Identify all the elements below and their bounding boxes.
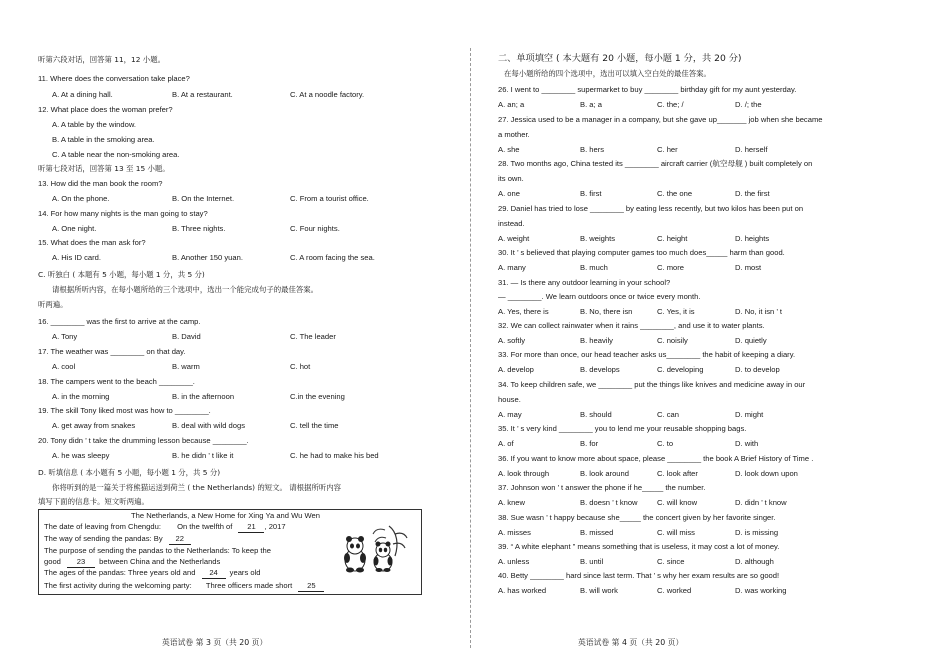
answer-option[interactable]: B. David — [172, 332, 201, 341]
answer-option[interactable]: A. look through — [498, 469, 550, 478]
question-line: 17. The weather was ________ on that day. — [38, 347, 186, 356]
instruction-line[interactable]: D. 听填信息 ( 本小题有 5 小题，每小题 1 分，共 5 分) — [38, 468, 221, 477]
answer-option[interactable]: C. her — [657, 145, 678, 154]
answer-option[interactable]: D. with — [735, 439, 759, 448]
answer-option[interactable]: B. warm — [172, 362, 200, 371]
question-line: 26. I went to ________ supermarket to buy ________ birthday gift for my aunt yesterday. — [498, 85, 797, 94]
answer-option[interactable]: A. in the morning — [52, 392, 110, 401]
answer-option[interactable]: C. hot — [290, 362, 311, 371]
answer-option[interactable]: D. although — [735, 557, 774, 566]
answer-option[interactable]: C. From a tourist office. — [290, 194, 369, 203]
answer-option[interactable]: C. A table near the non-smoking area. — [52, 150, 180, 159]
question-line: 31. — Is there any outdoor learning in your school? — [498, 278, 671, 287]
question-line: 13. How did the man book the room? — [38, 179, 163, 188]
question-line: 32. We can collect rainwater when it rains ________, and use it to water plants. — [498, 321, 765, 330]
answer-option[interactable]: C. Four nights. — [290, 224, 340, 233]
answer-option[interactable]: D. most — [735, 263, 762, 272]
answer-option[interactable]: D. the first — [735, 189, 770, 198]
question-line: a mother. — [498, 130, 530, 139]
question-line: 36. If you want to know more about space, please ________ the book A Brief History of Time . — [498, 454, 814, 463]
instruction-line: 请根据所听内容，在每小题所给的三个选项中，选出一个能完成句子的最佳答案。 — [52, 285, 319, 294]
answer-option[interactable]: A. of — [498, 439, 514, 448]
answer-option[interactable]: A. Yes, there is — [498, 307, 549, 316]
question-line: 28. Two months ago, China tested its ________ aircraft carrier (航空母舰 ) built completely on — [498, 159, 813, 168]
question-line: — ________. We learn outdoors once or twice every month. — [498, 292, 701, 301]
answer-option[interactable]: C.in the evening — [290, 392, 345, 401]
blank-24[interactable]: 24 — [202, 568, 226, 579]
answer-option[interactable]: A. weight — [498, 234, 530, 243]
question-line: 16. ________ was the first to arrive at the camp. — [38, 317, 201, 326]
question-line: 11. Where does the conversation take place? — [38, 74, 190, 83]
answer-option[interactable]: B. until — [580, 557, 604, 566]
panda-illustration — [339, 522, 411, 574]
question-line: its own. — [498, 174, 524, 183]
answer-option[interactable]: D. to develop — [735, 365, 780, 374]
answer-option[interactable]: C. noisily — [657, 336, 688, 345]
answer-option[interactable]: C. since — [657, 557, 685, 566]
answer-option[interactable]: D. look down upon — [735, 469, 798, 478]
answer-option[interactable]: D. heights — [735, 234, 770, 243]
instruction-line[interactable]: C. 听独白 ( 本题有 5 小题，每小题 1 分，共 5 分) — [38, 270, 205, 279]
answer-option[interactable]: C. look after — [657, 469, 698, 478]
answer-option[interactable]: A. Tony — [52, 332, 78, 341]
answer-option[interactable]: C. will know — [657, 498, 698, 507]
answer-option[interactable]: D. No, it isn ’ t — [735, 307, 782, 316]
answer-option[interactable]: D. is missing — [735, 528, 779, 537]
question-line: 37. Johnson won ’ t answer the phone if he_____ the number. — [498, 483, 706, 492]
question-line: 34. To keep children safe, we ________ put the things like knives and medicine away in our — [498, 380, 806, 389]
answer-option[interactable]: C. he had to make his bed — [290, 451, 379, 460]
page-footer-right: 英语试卷 第 4 页（共 20 页） — [578, 638, 684, 647]
answer-option[interactable]: B. first — [580, 189, 602, 198]
answer-option[interactable]: A. A table by the window. — [52, 120, 137, 129]
answer-option[interactable]: B. No, there isn — [580, 307, 633, 316]
instruction-line: 你将听到的是一篇关于将熊猫运送到荷兰 ( the Netherlands) 的短文。 请根据所听内容 — [52, 483, 342, 492]
answer-option[interactable]: A. softly — [498, 336, 526, 345]
answer-option[interactable]: B. develops — [580, 365, 620, 374]
answer-option[interactable]: D. might — [735, 410, 764, 419]
answer-option[interactable]: C. developing — [657, 365, 704, 374]
answer-option[interactable]: D. quietly — [735, 336, 767, 345]
blank-21[interactable]: 21 — [238, 522, 264, 533]
info-card-title: The Netherlands, a New Home for Xing Ya and Wu Wen — [131, 511, 320, 520]
instruction-line: 听两遍。 — [38, 300, 68, 309]
answer-option[interactable]: A. she — [498, 145, 520, 154]
question-line: 19. The skill Tony liked most was how to ________. — [38, 406, 211, 415]
info-row-ages: The ages of the pandas: Three years old and 24 years old — [44, 568, 261, 577]
answer-option[interactable]: C. the; / — [657, 100, 684, 109]
answer-option[interactable]: A. At a dining hall. — [52, 90, 113, 99]
answer-option[interactable]: B. he didn ’ t like it — [172, 451, 234, 460]
answer-option[interactable]: A. On the phone. — [52, 194, 110, 203]
answer-option[interactable]: B. At a restaurant. — [172, 90, 233, 99]
page-footer-left: 英语试卷 第 3 页（共 20 页） — [162, 638, 268, 647]
question-line: 14. For how many nights is the man going to stay? — [38, 209, 208, 218]
question-line: 29. Daniel has tried to lose ________ by eating less recently, but two kilos has been put on — [498, 204, 804, 213]
question-line: 15. What does the man ask for? — [38, 238, 146, 247]
answer-option[interactable]: A. may — [498, 410, 522, 419]
answer-option[interactable]: D. herself — [735, 145, 768, 154]
answer-option[interactable]: B. for — [580, 439, 599, 448]
answer-option[interactable]: C. more — [657, 263, 685, 272]
answer-option[interactable]: C. Yes, it is — [657, 307, 695, 316]
answer-option[interactable]: C. The leader — [290, 332, 336, 341]
answer-option[interactable]: B. Three nights. — [172, 224, 226, 233]
answer-option[interactable]: D. was working — [735, 586, 787, 595]
question-line: 20. Tony didn ’ t take the drumming lesson because ________. — [38, 436, 249, 445]
info-row-way: The way of sending the pandas: By 22 — [44, 534, 191, 545]
answer-option[interactable]: B. Another 150 yuan. — [172, 253, 243, 262]
answer-option[interactable]: C. A room facing the sea. — [290, 253, 375, 262]
answer-option[interactable]: A. get away from snakes — [52, 421, 136, 430]
answer-option[interactable]: B. heavily — [580, 336, 613, 345]
blank-23[interactable]: 23 — [67, 557, 95, 568]
question-line: 30. It ’ s believed that playing computer games too much does_____ harm than good. — [498, 248, 785, 257]
answer-option[interactable]: C. At a noodle factory. — [290, 90, 365, 99]
question-line: instead. — [498, 219, 525, 228]
question-line: house. — [498, 395, 521, 404]
section-title: 二、单项填空 ( 本大题有 20 小题，每小题 1 分，共 20 分) — [498, 53, 742, 64]
answer-option[interactable]: C. can — [657, 410, 679, 419]
answer-option[interactable]: A. has worked — [498, 586, 547, 595]
answer-option[interactable]: A. develop — [498, 365, 534, 374]
question-line: 39. “ A white elephant ” means something that is useless, it may cost a lot of money. — [498, 542, 780, 551]
answer-option[interactable]: B. A table in the smoking area. — [52, 135, 155, 144]
info-row-relation: good 23 between China and the Netherlands — [44, 557, 221, 566]
question-line: 38. Sue wasn ’ t happy because she_____ the concert given by her favorite singer. — [498, 513, 776, 522]
answer-option[interactable]: C. to — [657, 439, 674, 448]
blank-22[interactable]: 22 — [169, 534, 191, 545]
answer-option[interactable]: A. many — [498, 263, 526, 272]
answer-option[interactable]: B. will work — [580, 586, 618, 595]
answer-option[interactable]: C. the one — [657, 189, 693, 198]
answer-option[interactable]: B. deal with wild dogs — [172, 421, 246, 430]
answer-option[interactable]: A. His ID card. — [52, 253, 101, 262]
question-line: 27. Jessica used to be a manager in a company, but she gave up_______ job when she became — [498, 115, 823, 124]
answer-option[interactable]: C. height — [657, 234, 688, 243]
answer-option[interactable]: C. will miss — [657, 528, 695, 537]
right-page — [470, 0, 950, 671]
answer-option[interactable]: B. in the afternoon — [172, 392, 235, 401]
question-line: 33. For more than once, our head teacher asks us________ the habit of keeping a diary. — [498, 350, 796, 359]
question-line: 12. What place does the woman prefer? — [38, 105, 173, 114]
answer-option[interactable]: D. didn ’ t know — [735, 498, 787, 507]
info-row-purpose: The purpose of sending the pandas to the Netherlands: To keep the — [44, 546, 271, 555]
instruction-line: 填写下面的信息卡。短文听两遍。 — [38, 497, 149, 506]
info-row-activity: The first activity during the welcoming party: Three officers made short 25 — [44, 581, 324, 592]
answer-option[interactable]: B. much — [580, 263, 608, 272]
section-instruction: 在每小题所给的四个选项中，选出可以填入空白处的最佳答案。 — [504, 69, 711, 78]
question-line: 18. The campers went to the beach ________. — [38, 377, 195, 386]
answer-option[interactable]: B. missed — [580, 528, 614, 537]
answer-option[interactable]: A. knew — [498, 498, 526, 507]
info-card — [38, 509, 422, 595]
info-row-date: The date of leaving from Chengdu: On the twelfth of 21 , 2017 — [44, 522, 286, 531]
answer-option[interactable]: C. worked — [657, 586, 692, 595]
instruction-line: 听第七段对话，回答第 13 至 15 小题。 — [38, 164, 170, 173]
answer-option[interactable]: A. unless — [498, 557, 530, 566]
answer-option[interactable]: D. /; the — [735, 100, 762, 109]
answer-option[interactable]: B. weights — [580, 234, 616, 243]
answer-option[interactable]: C. tell the time — [290, 421, 339, 430]
question-line: 35. It ’ s very kind ________ you to lend me your reusable shopping bags. — [498, 424, 747, 433]
blank-25[interactable]: 25 — [298, 581, 324, 592]
answer-option[interactable]: B. doesn ’ t know — [580, 498, 638, 507]
answer-option[interactable]: B. should — [580, 410, 612, 419]
question-line: 40. Betty ________ hard since last term. That ’ s why her exam results are so good! — [498, 571, 780, 580]
answer-option[interactable]: A. he was sleepy — [52, 451, 110, 460]
answer-option[interactable]: A. misses — [498, 528, 531, 537]
instruction-line: 听第六段对话，回答第 11，12 小题。 — [38, 55, 165, 64]
answer-option[interactable]: B. a; a — [580, 100, 602, 109]
answer-option[interactable]: A. an; a — [498, 100, 525, 109]
answer-option[interactable]: A. cool — [52, 362, 76, 371]
answer-option[interactable]: A. One night. — [52, 224, 97, 233]
answer-option[interactable]: B. hers — [580, 145, 605, 154]
answer-option[interactable]: B. look around — [580, 469, 629, 478]
answer-option[interactable]: A. one — [498, 189, 520, 198]
answer-option[interactable]: B. On the Internet. — [172, 194, 235, 203]
